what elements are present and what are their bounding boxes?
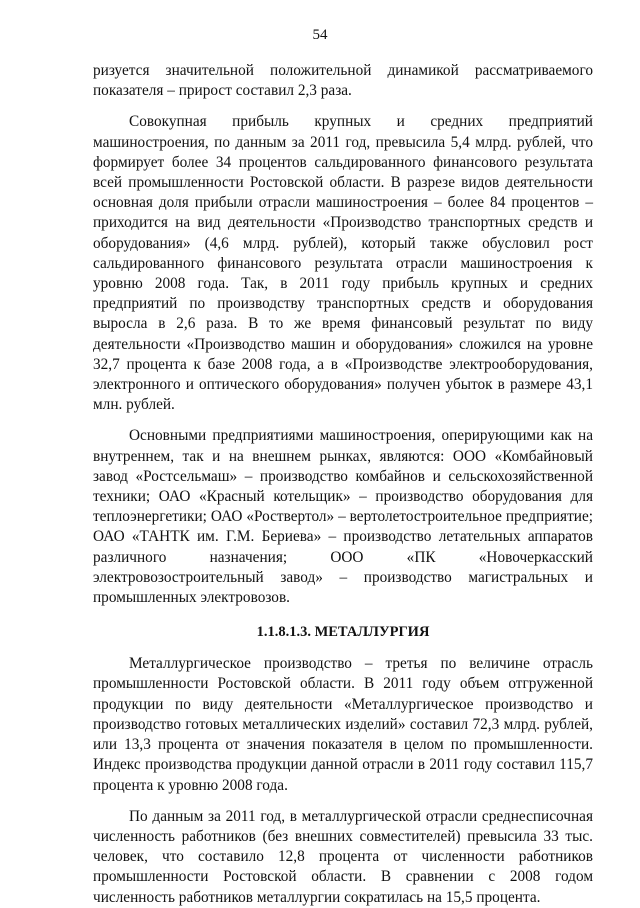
paragraph-machinery-profit: Совокупная прибыль крупных и средних предприятий машиностроения, по данным за 2011 год, превысила 5,4 млрд. рублей, что формирует более 34 процентов сальдированного финансового результата всей промышленности Ростовской области. В разрезе видов деятельности основная доля прибыли отрасли машиностроения – более 84 процентов – приходится на вид деятельности «Производство транспортных средств и оборудования» (4,6 млрд. рублей), который также обусловил рост сальдированного финансового результата отрасли машиностроения к уровню 2008 года. Так, в 2011 году прибыль крупных и средних предприятий по производству транспортных средств и оборудования выросла в 2,6 раза. В то же время финансовый результат по виду деятельности «Производство машин и оборудования» сложился на уровне 32,7 процента к базе 2008 года, а в «Производстве электрооборудования, электронного и оптического оборудования» получен убыток в размере 43,1 млн. рублей. <box>93 113 593 414</box>
page-number: 54 <box>312 27 328 43</box>
paragraph-metallurgy-production: Металлургическое производство – третья по величине отрасль промышленности Ростовской области. В 2011 году объем отгруженной продукции по виду деятельности «Металлургическое производство и производство готовых металлических изделий» составил 72,3 млрд. рублей, или 13,3 процента от значения показателя в целом по промышленности. Индекс производства продукции данной отрасли в 2011 году составил 115,7 процента к уровню 2008 года. <box>93 655 593 794</box>
paragraph-metallurgy-workforce: По данным за 2011 год, в металлургической отрасли среднесписочная численность работников (без внешних совместителей) превысила 33 тыс. человек, что составило 12,8 процента от численности работников промышленности Ростовской области. В сравнении с 2008 годом численность работников металлургии сократилась на 15,5 процента. <box>93 807 593 906</box>
paragraph-continuation: ризуется значительной положительной динамикой рассматриваемого показателя – прирост составил 2,3 раза. <box>93 62 593 100</box>
paragraph-machinery-enterprises: Основными предприятиями машиностроения, оперирующими как на внутреннем, так и на внешнем рынках, являются: ООО «Комбайновый завод «Ростсельмаш» – производство комбайнов и сельскохозяйственной техники; ОАО «Красный котельщик» – производство оборудования для теплоэнергетики; ОАО «Роствертол» – вертолетостроительное предприятие; ОАО «ТАНТК им. Г.М. Бериева» – производство летательных аппаратов различного назначения; ООО «ПК «Новочеркасский электровозостроительный завод» – производство магистральных и промышленных электровозов. <box>93 427 593 607</box>
page-body <box>93 61 593 908</box>
section-heading-metallurgy: 1.1.8.1.3. МЕТАЛЛУРГИЯ <box>256 624 430 641</box>
